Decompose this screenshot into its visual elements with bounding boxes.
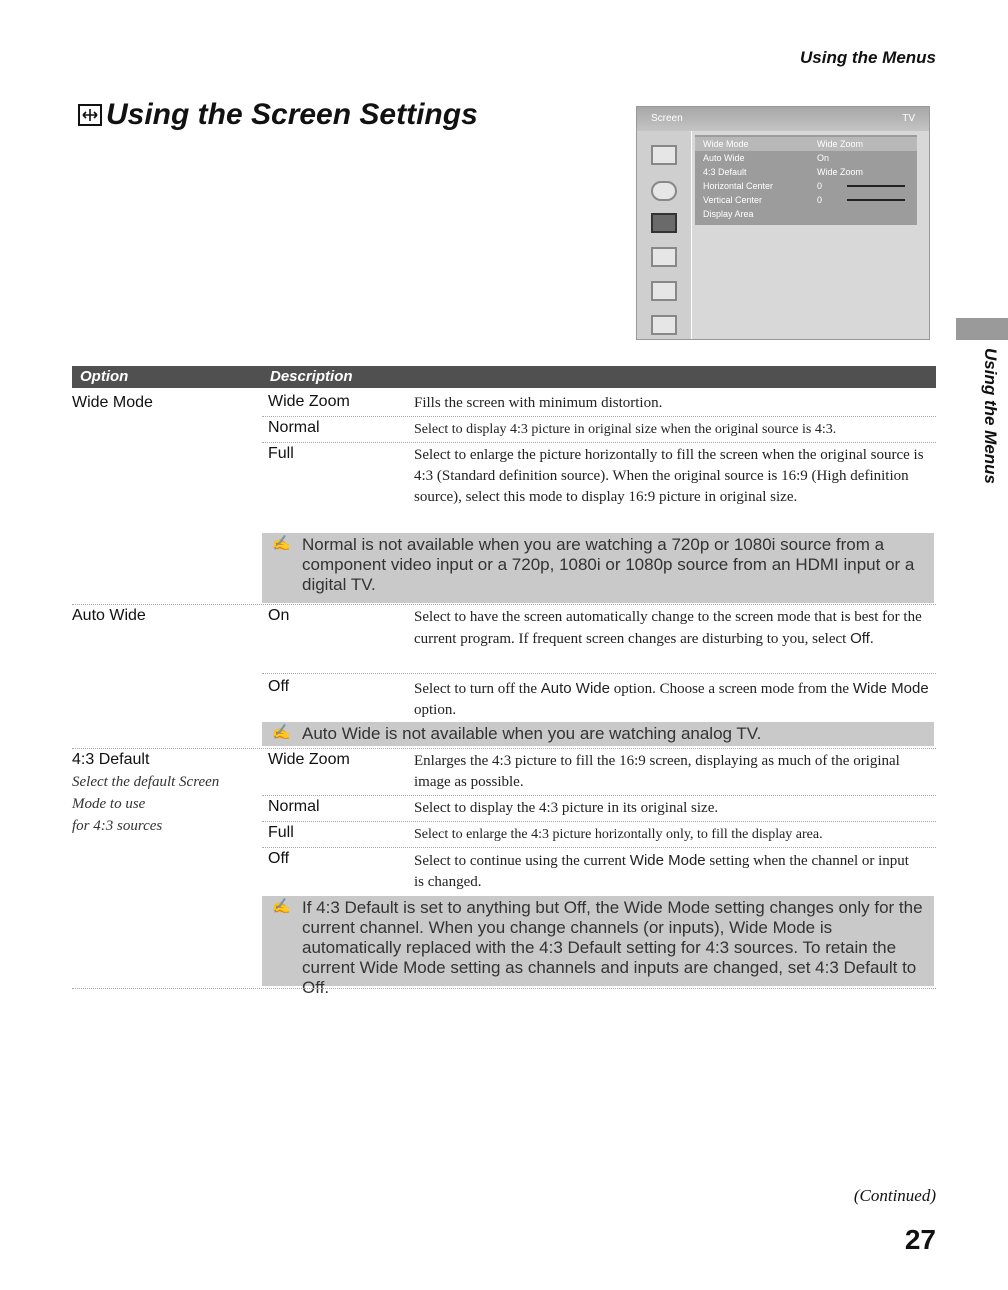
running-head: Using the Menus xyxy=(799,48,936,67)
side-tab xyxy=(950,318,1008,518)
osd-row xyxy=(695,137,917,151)
desc-4-3-full: Select to enlarge the 4:3 picture horizontally only, to fill the display area. xyxy=(414,827,823,842)
desc-text: setting when the channel or input is changed. xyxy=(414,853,909,890)
osd-header-left: Screen xyxy=(651,113,683,124)
desc-normal: Select to display 4:3 picture in original size when the original source is 4:3. xyxy=(414,422,837,437)
desc-text: option. Choose a screen mode from the xyxy=(609,681,853,697)
desc-text: Select to turn off the xyxy=(414,681,541,697)
desc-text: Select to continue using the current xyxy=(414,853,630,869)
osd-row xyxy=(695,179,917,193)
osd-slider xyxy=(847,199,905,201)
desc-text: Select to have the screen automatically change to the screen mode that is best for the current program. If frequent screen changes are disturbing to you, select xyxy=(414,609,922,647)
channel-icon xyxy=(651,247,677,267)
divider xyxy=(72,988,936,989)
divider xyxy=(262,795,936,796)
divider xyxy=(262,416,936,417)
side-tab-block xyxy=(956,318,1008,340)
desc-emphasis: Wide Mode xyxy=(852,680,929,697)
osd-row-label: Auto Wide xyxy=(703,153,745,163)
screen-settings-icon xyxy=(78,104,102,126)
header-option: Option xyxy=(80,368,129,385)
osd-row xyxy=(695,165,917,179)
note-auto-wide xyxy=(262,722,934,746)
note-text: Normal is not available when you are watching a 720p or 1080i source from a component video input or a 720p, 1080i or 1080p source from an HDMI input or a digital TV. xyxy=(302,535,915,594)
table-header xyxy=(72,366,936,388)
note-4-3-default xyxy=(262,896,934,997)
osd-row-value: 0 xyxy=(817,181,823,191)
osd-settings-panel xyxy=(695,135,917,225)
osd-icon-column xyxy=(637,131,692,339)
option-subtext: Select the default Screen xyxy=(72,774,220,790)
osd-row-value: Wide Zoom xyxy=(817,139,864,149)
osd-row-label: Display Area xyxy=(703,209,754,219)
osd-slider xyxy=(847,185,905,187)
desc-auto-wide-off xyxy=(414,678,934,721)
desc-wide-zoom: Fills the screen with minimum distortion. xyxy=(414,395,663,411)
option-subtext: for 4:3 sources xyxy=(72,818,163,834)
desc-4-3-normal: Select to display the 4:3 picture in its original size. xyxy=(414,800,719,816)
note-icon: ✍ xyxy=(272,898,291,915)
value-off: Off xyxy=(268,678,290,695)
desc-text: option. xyxy=(414,702,457,718)
value-on: On xyxy=(268,607,290,624)
value-normal: Normal xyxy=(268,798,320,815)
osd-row-label: Vertical Center xyxy=(703,195,763,205)
value-off: Off xyxy=(268,850,290,867)
desc-emphasis: Wide Mode xyxy=(629,852,706,869)
page-title xyxy=(78,98,478,132)
setup-icon xyxy=(651,315,677,335)
option-wide-mode: Wide Mode xyxy=(72,394,153,411)
desc-text: . xyxy=(869,631,874,647)
divider xyxy=(262,442,936,443)
parental-lock-icon xyxy=(651,281,677,301)
osd-row-value: 0 xyxy=(817,195,823,205)
side-tab-text: Using the Menus xyxy=(981,348,1000,485)
osd-header-right: TV xyxy=(902,113,915,124)
osd-row-label: 4:3 Default xyxy=(703,167,747,177)
settings-table xyxy=(72,366,936,388)
desc-emphasis: Off xyxy=(850,630,870,647)
osd-row-value: On xyxy=(817,153,830,163)
option-auto-wide: Auto Wide xyxy=(72,607,146,624)
desc-4-3-off xyxy=(414,850,914,893)
divider xyxy=(262,673,936,674)
divider xyxy=(72,604,936,605)
osd-row-label: Horizontal Center xyxy=(703,181,774,191)
value-wide-zoom: Wide Zoom xyxy=(268,393,350,410)
desc-full: Select to enlarge the picture horizontally to fill the screen when the original source is 4:3 (Standard definition source). When the original source is 16:9 (High definition source), select this mode to display 16:9 picture in original size. xyxy=(414,447,924,505)
osd-header xyxy=(637,107,929,131)
value-normal: Normal xyxy=(268,419,320,436)
screen-icon xyxy=(651,213,677,233)
tv-menu-screenshot xyxy=(636,106,930,340)
osd-row xyxy=(695,207,917,221)
note-wide-mode xyxy=(262,533,934,603)
option-name: 4:3 Default xyxy=(72,751,150,768)
divider xyxy=(262,847,936,848)
osd-row-value: Wide Zoom xyxy=(817,167,864,177)
page-number: 27 xyxy=(904,1224,936,1255)
osd-row-label: Wide Mode xyxy=(703,139,749,149)
note-icon: ✍ xyxy=(272,535,291,552)
desc-4-3-wide-zoom: Enlarges the 4:3 picture to fill the 16:9 screen, displaying as much of the original image as possible. xyxy=(414,753,900,790)
value-wide-zoom: Wide Zoom xyxy=(268,751,350,768)
divider xyxy=(262,821,936,822)
osd-row xyxy=(695,193,917,207)
value-full: Full xyxy=(268,824,294,841)
desc-auto-wide-on xyxy=(414,607,934,650)
continued-label: (Continued) xyxy=(853,1186,936,1205)
value-full: Full xyxy=(268,445,294,462)
picture-icon xyxy=(651,145,677,165)
note-icon: ✍ xyxy=(272,724,291,741)
page-title-text: Using the Screen Settings xyxy=(106,98,478,131)
desc-emphasis: Auto Wide xyxy=(540,680,610,697)
note-text: If 4:3 Default is set to anything but Off, the Wide Mode setting changes only for the current channel. When you change channels (or inputs), Wide Mode is automatically replaced with the 4:3 Default setting for 4:3 sources. To retain the current Wide Mode setting as channels and inputs are changed, set 4:3 Default to Off. xyxy=(302,898,923,997)
sound-icon xyxy=(651,181,677,201)
osd-row xyxy=(695,151,917,165)
header-description: Description xyxy=(270,368,353,385)
option-subtext: Mode to use xyxy=(72,796,146,812)
note-text: Auto Wide is not available when you are watching analog TV. xyxy=(302,724,762,743)
option-4-3-default xyxy=(72,749,219,837)
